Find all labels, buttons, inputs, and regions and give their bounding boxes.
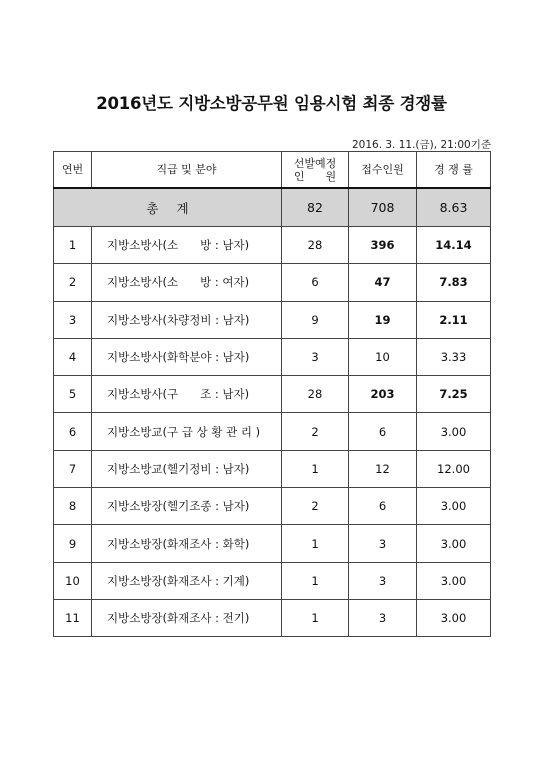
row-rate: 3.00	[417, 413, 491, 450]
row-rate: 2.11	[417, 301, 491, 338]
header-rate: 경 쟁 률	[417, 152, 491, 189]
table-row	[54, 599, 491, 636]
row-applicants: 47	[349, 264, 417, 301]
row-rate: 3.00	[417, 599, 491, 636]
header-planned-line2: 인 원	[293, 169, 337, 183]
row-field: 지방소방교(구 급 상 황 관 리 )	[92, 413, 282, 450]
row-rate: 3.00	[417, 562, 491, 599]
row-applicants: 6	[349, 488, 417, 525]
row-planned: 6	[282, 264, 349, 301]
total-planned: 82	[282, 188, 349, 227]
row-number: 3	[54, 301, 92, 338]
header-planned-line1: 선발예정	[293, 156, 337, 170]
row-field: 지방소방사(차량정비 : 남자)	[92, 301, 282, 338]
row-number: 4	[54, 338, 92, 375]
table-row	[54, 264, 491, 301]
row-applicants: 396	[349, 227, 417, 264]
row-applicants: 3	[349, 562, 417, 599]
table-row	[54, 525, 491, 562]
row-rate: 7.25	[417, 376, 491, 413]
row-field: 지방소방장(화재조사 : 전기)	[92, 599, 282, 636]
row-applicants: 10	[349, 338, 417, 375]
row-number: 7	[54, 450, 92, 487]
row-applicants: 6	[349, 413, 417, 450]
row-planned: 2	[282, 488, 349, 525]
row-number: 1	[54, 227, 92, 264]
table-row	[54, 338, 491, 375]
total-label: 총계	[54, 188, 282, 227]
row-number: 2	[54, 264, 92, 301]
row-rate: 3.00	[417, 488, 491, 525]
row-planned: 9	[282, 301, 349, 338]
table-row	[54, 413, 491, 450]
row-number: 8	[54, 488, 92, 525]
row-planned: 1	[282, 450, 349, 487]
row-planned: 1	[282, 525, 349, 562]
competition-rate-table	[53, 151, 491, 637]
row-rate: 7.83	[417, 264, 491, 301]
row-rate: 14.14	[417, 227, 491, 264]
row-field: 지방소방사(소 방 : 여자)	[92, 264, 282, 301]
row-applicants: 3	[349, 599, 417, 636]
row-planned: 1	[282, 599, 349, 636]
row-applicants: 19	[349, 301, 417, 338]
row-field: 지방소방장(헬기조종 : 남자)	[92, 488, 282, 525]
reference-date: 2016. 3. 11.(금), 21:00기준	[351, 139, 491, 151]
row-number: 5	[54, 376, 92, 413]
row-field: 지방소방사(구 조 : 남자)	[92, 376, 282, 413]
row-field: 지방소방교(헬기정비 : 남자)	[92, 450, 282, 487]
row-planned: 28	[282, 376, 349, 413]
row-field: 지방소방사(화학분야 : 남자)	[92, 338, 282, 375]
row-rate: 12.00	[417, 450, 491, 487]
table-row	[54, 450, 491, 487]
row-rate: 3.33	[417, 338, 491, 375]
row-planned: 2	[282, 413, 349, 450]
row-number: 9	[54, 525, 92, 562]
header-planned	[282, 152, 349, 189]
row-number: 10	[54, 562, 92, 599]
page-title: 2016년도 지방소방공무원 임용시험 최종 경쟁률	[96, 94, 447, 113]
table-body	[54, 227, 491, 637]
row-field: 지방소방장(화재조사 : 화학)	[92, 525, 282, 562]
table-row	[54, 227, 491, 264]
row-applicants: 3	[349, 525, 417, 562]
row-field: 지방소방장(화재조사 : 기계)	[92, 562, 282, 599]
table-row	[54, 301, 491, 338]
header-applicants: 접수인원	[349, 152, 417, 189]
row-field: 지방소방사(소 방 : 남자)	[92, 227, 282, 264]
table-row	[54, 562, 491, 599]
row-planned: 1	[282, 562, 349, 599]
total-applicants: 708	[349, 188, 417, 227]
row-rate: 3.00	[417, 525, 491, 562]
row-number: 11	[54, 599, 92, 636]
total-row	[54, 188, 491, 227]
header-no: 연번	[54, 152, 92, 189]
total-rate: 8.63	[417, 188, 491, 227]
row-planned: 28	[282, 227, 349, 264]
table-row	[54, 376, 491, 413]
table-header-row	[54, 152, 491, 189]
row-applicants: 12	[349, 450, 417, 487]
row-planned: 3	[282, 338, 349, 375]
header-field: 직급 및 분야	[92, 152, 282, 189]
table-row	[54, 488, 491, 525]
row-number: 6	[54, 413, 92, 450]
row-applicants: 203	[349, 376, 417, 413]
